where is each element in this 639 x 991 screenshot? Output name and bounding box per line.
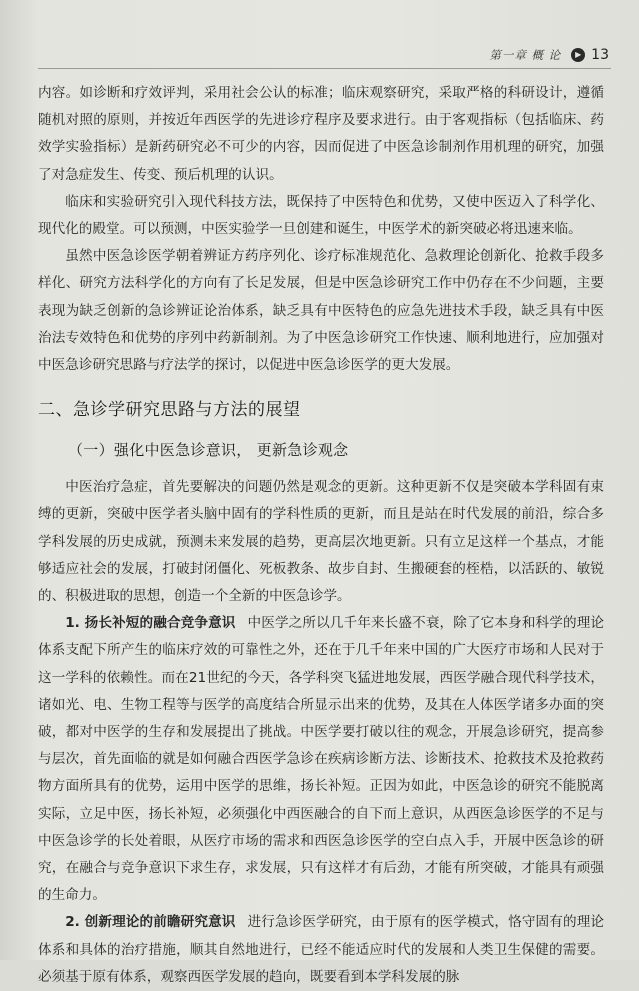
page-number: 13 <box>591 47 609 63</box>
subsection-heading: （一）强化中医急诊意识， 更新急诊观念 <box>68 441 349 460</box>
section-heading: 二、急诊学研究思路与方法的展望 <box>38 400 301 421</box>
page-body <box>38 80 604 991</box>
chapter-title: 第一章 概 论 <box>489 48 562 62</box>
point-lead: 2. 创新理论的前瞻研究意识 <box>65 914 236 931</box>
paragraph: 临床和实验研究引入现代科技方法，既保持了中医特色和优势，又使中医迈入了科学化、现代化的殿堂。可以预测，中医实验学一旦创建和诞生，中医学术的新突破必将迅速来临。 <box>38 193 604 238</box>
paragraph: 内容。如诊断和疗效评判，采用社会公认的标准；临床观察研究，采取严格的科研设计，遵循随机对照的原则，并按近年西医学的先进诊疗程序及要求进行。由于客观指标（包括临床、药效学实验指标）是新药研究必不可少的内容，因而促进了中医急诊制剂作用机理的研究，加强了对急症发生、传变、预后机理的认识。 <box>38 85 604 183</box>
numbered-point <box>38 909 604 991</box>
page-marker-icon: ▶ <box>571 48 585 62</box>
paragraph: 虽然中医急诊医学朝着辨证方药序列化、诊疗标准规范化、急救理论创新化、抢救手段多样化、研究方法科学化的方向有了长足发展，但是中医急诊研究工作中仍存在不少问题，主要表现为缺乏创新的急诊辨证论治体系，缺乏具有中医特色的应急先进技术手段，缺乏具有中医治法专效特色和优势的序列中药新制剂。为了中医急诊研究工作快速、顺利地进行，应加强对中医急诊研究思路与疗法学的探讨，以促进中医急诊医学的更大发展。 <box>38 248 604 374</box>
numbered-point <box>38 610 604 909</box>
point-lead: 1. 扬长补短的融合竞争意识 <box>65 615 236 632</box>
point-text: 中医学之所以几千年来长盛不衰，除了它本身和科学的理论体系支配下所产生的临床疗效的可靠性之外，还在于几千年来中国的广大医疗市场和人民对于这一学科的依赖性。而在21世纪的今天，各学科突飞猛进地发展，西医学融合现代科学技术，诸如光、电、生物工程等与医学的高度结合所显示出来的优势，及其在人体医学诸多办面的突破，都对中医学的生存和发展提出了挑战。中医学要打破以往的观念，开展急诊研究，提高参与层次，首先面临的就是如何融合西医学急诊在疾病诊断方法、诊断技术、抢救技术及抢救药物方面所具有的优势，运用中医学的思维，扬长补短。正因为如此，中医急诊的研究不能脱离实际，立足中医，扬长补短，必须强化中西医融合的自下而上意识，从西医急诊医学的不足与中医急诊学的长处着眼，从医疗市场的需求和西医急诊医学的空白点入手，开展中医急诊的研究，在融合与竞争意识下求生存，求发展，只有这样才有后劲，才能有所突破，才能具有顽强的生命力。 <box>38 615 604 904</box>
point-text: 进行急诊医学研究，由于原有的医学模式，恪守固有的理论体系和具体的治疗措施，顺其自然地进行，已经不能适应时代的发展和人类卫生保健的需要。必须基于原有体系，观察西医学发展的趋向，既要看到本学科发展的脉 <box>38 914 604 985</box>
paragraph: 中医治疗急症，首先要解决的问题仍然是观念的更新。这种更新不仅是突破本学科固有束缚的更新，突破中医学者头脑中固有的学科性质的更新，而且是站在时代发展的前沿，综合多学科发展的历史成就，预测未来发展的趋势，更高层次地更新。只有立足这样一个基点，才能够适应社会的发展，打破封闭僵化、死板教条、故步自封、生搬硬套的桎梏，以活跃的、敏锐的、积极进取的思想，创造一个全新的中医急诊学。 <box>38 479 604 605</box>
running-header <box>489 47 609 63</box>
header-rule <box>38 68 611 69</box>
